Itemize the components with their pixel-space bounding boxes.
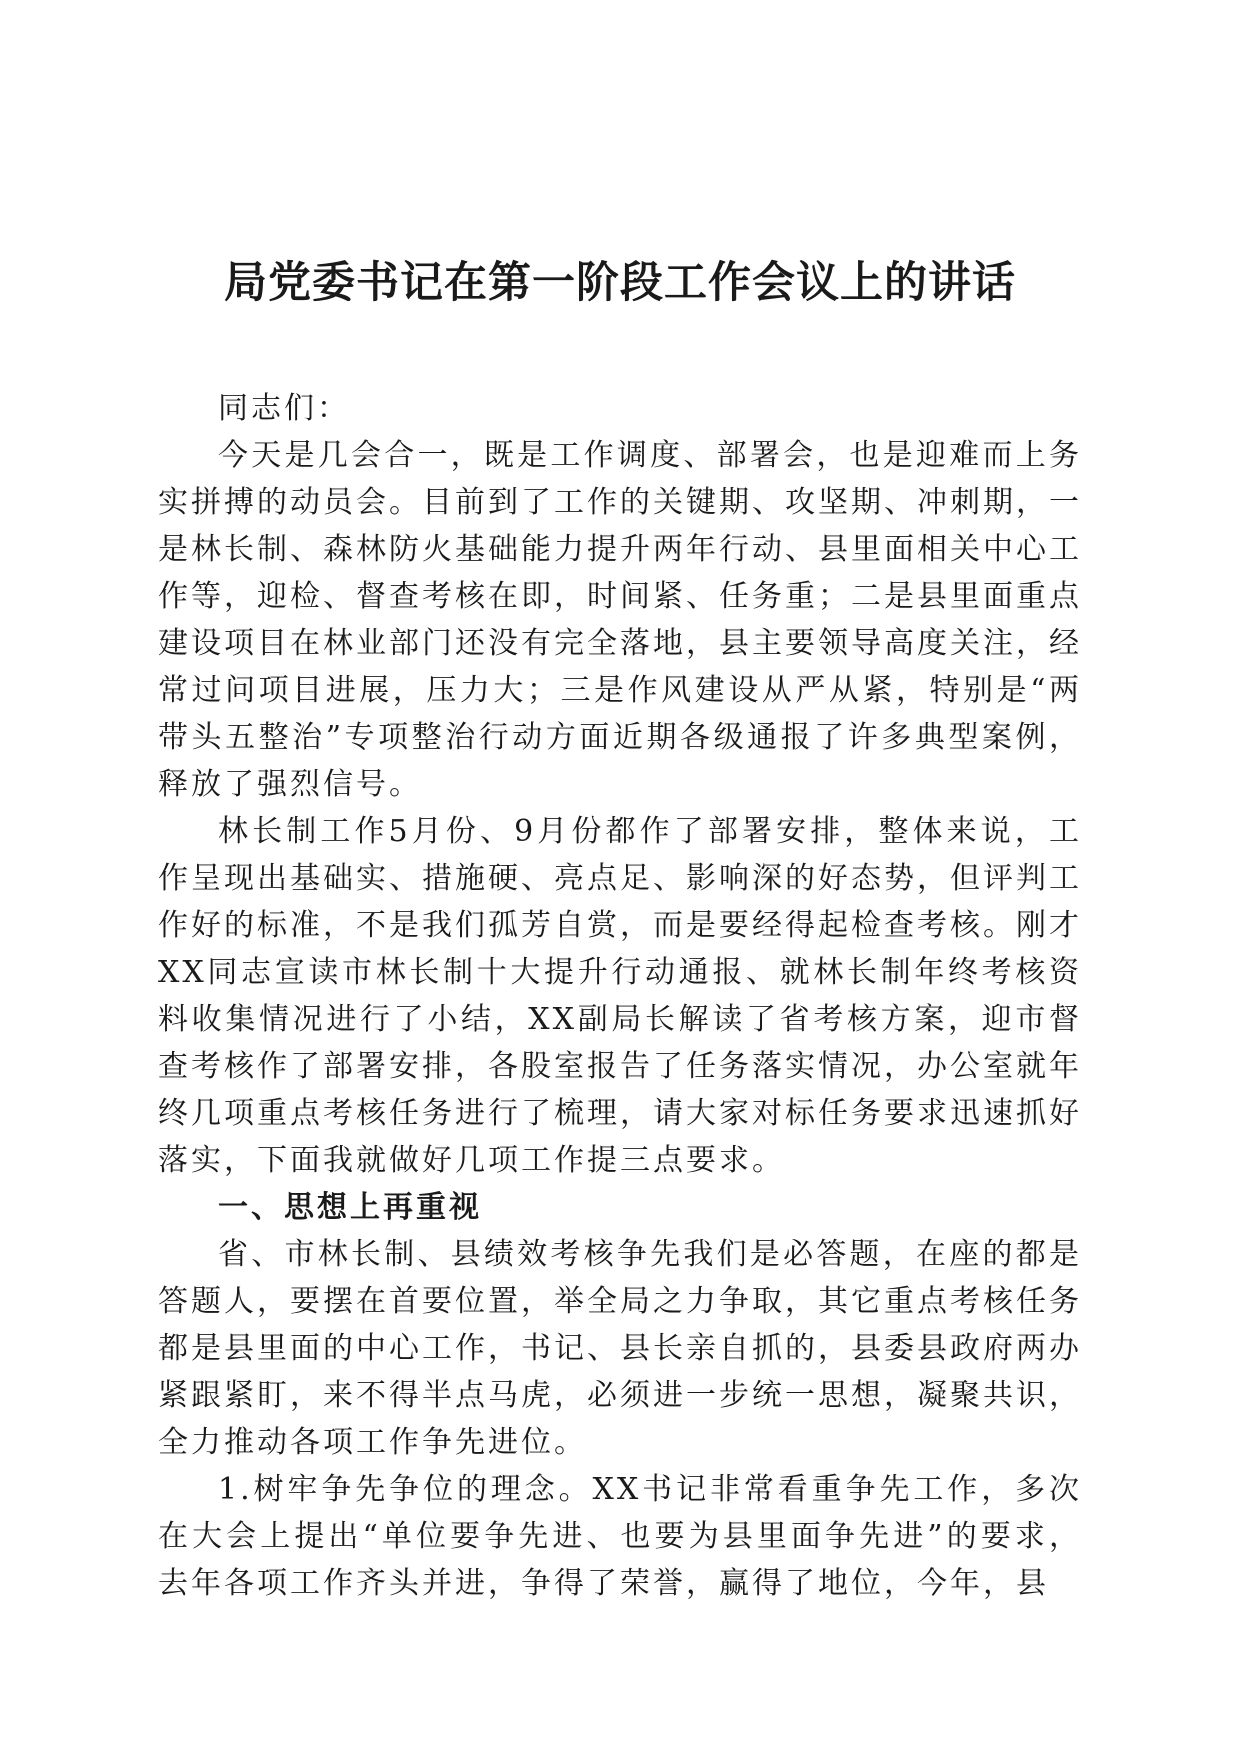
document-title: 局党委书记在第一阶段工作会议上的讲话	[224, 258, 1016, 308]
salutation: 同志们：	[218, 391, 350, 426]
item-1-paragraph: 1.树牢争先争位的理念。XX书记非常看重争先工作，多次在大会上提出“单位要争先进、也要为县里面争先进”的要求，去年各项工作齐头并进，争得了荣誉，赢得了地位，今年，县	[158, 1472, 1082, 1601]
paragraph-forest-chief: 林长制工作5月份、9月份都作了部署安排，整体来说，工作呈现出基础实、措施硬、亮点足、影响深的好态势，但评判工作好的标准，不是我们孤芳自赏，而是要经得起检查考核。刚才XX同志宣读市林长制十大提升行动通报、就林长制年终考核资料收集情况进行了小结，XX副局长解读了省考核方案，迎市督查考核作了部署安排，各股室报告了任务落实情况，办公室就年终几项重点考核任务进行了梳理，请大家对标任务要求迅速抓好落实，下面我就做好几项工作提三点要求。	[158, 814, 1082, 1178]
section-heading-1: 一、思想上再重视	[218, 1190, 482, 1225]
section-1-paragraph: 省、市林长制、县绩效考核争先我们是必答题，在座的都是答题人，要摆在首要位置，举全局之力争取，其它重点考核任务都是县里面的中心工作，书记、县长亲自抓的，县委县政府两办紧跟紧盯，来不得半点马虎，必须进一步统一思想，凝聚共识，全力推动各项工作争先进位。	[158, 1237, 1082, 1460]
document-body	[158, 385, 1082, 1607]
paragraph-intro: 今天是几会合一，既是工作调度、部署会，也是迎难而上务实拼搏的动员会。目前到了工作的关键期、攻坚期、冲刺期，一是林长制、森林防火基础能力提升两年行动、县里面相关中心工作等，迎检、督查考核在即，时间紧、任务重；二是县里面重点建设项目在林业部门还没有完全落地，县主要领导高度关注，经常过问项目进展，压力大；三是作风建设从严从紧，特别是“两带头五整治”专项整治行动方面近期各级通报了许多典型案例，释放了强烈信号。	[158, 438, 1082, 802]
